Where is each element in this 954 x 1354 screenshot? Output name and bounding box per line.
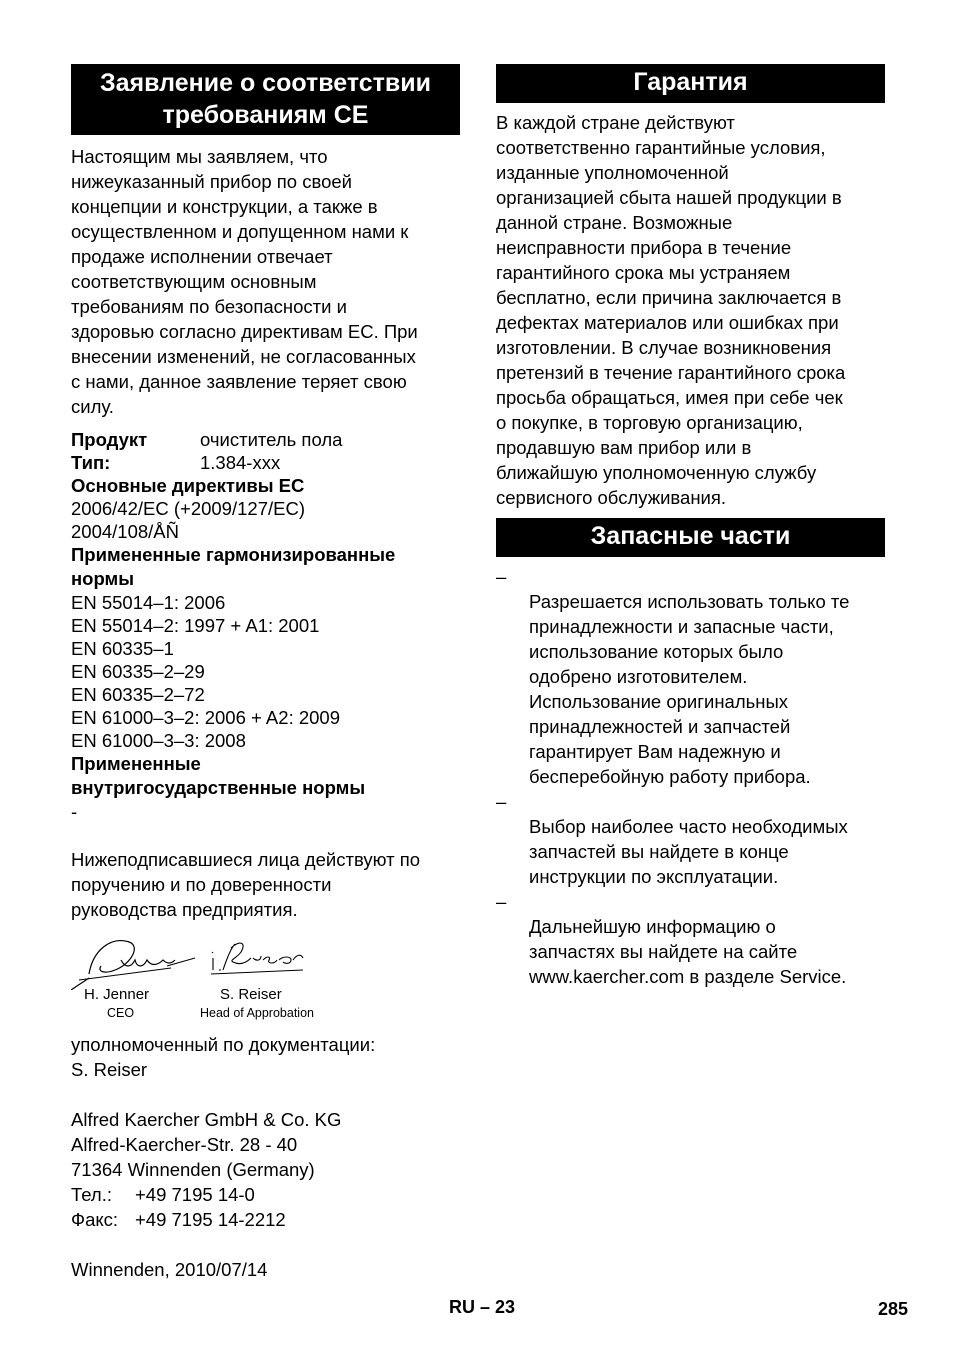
harmonized-item: EN 61000–3–3: 2008 (71, 730, 246, 751)
ce-intro-text: Настоящим мы заявляем, что нижеуказанный прибор по своей концепции и конструкции, а также в осуществленном и допущенном нами к продаже исполнении отвечает соответствующим основным требованиям по безопасности и здоровью согласно директивам ЕС. При внесении изменений, не согласованных с нами, данное заявление теряет свою силу. (71, 146, 418, 417)
harmonized-item: EN 60335–2–29 (71, 661, 205, 682)
harmonized-item: EN 61000–3–2: 2006 + A2: 2009 (71, 707, 340, 728)
directives-label: Основные директивы ЕС (71, 475, 305, 496)
phone-label: Тел.: (71, 1184, 113, 1205)
product-row (71, 428, 460, 451)
company-city: 71364 Winnenden (Germany) (71, 1159, 315, 1180)
dash-bullet: – (496, 791, 507, 812)
harmonized-item: EN 55014–1: 2006 (71, 592, 226, 613)
product-value: очиститель пола (200, 429, 343, 450)
type-row (71, 451, 460, 474)
handwritten-signatures (71, 930, 331, 990)
phone-value: +49 7195 14-0 (135, 1184, 255, 1205)
fax-value: +49 7195 14-2212 (135, 1209, 286, 1230)
product-block (71, 428, 460, 823)
list-item (496, 889, 885, 989)
signature-block (71, 930, 460, 1028)
signer-role-reiser: Head of Approbation (200, 1006, 314, 1020)
type-value: 1.384-xxx (200, 452, 281, 473)
list-item-text: Выбор наиболее часто необходимых запчастей вы найдете в конце инструкции по эксплуатации. (529, 816, 848, 887)
page-number: 285 (878, 1299, 909, 1319)
list-item (496, 564, 885, 789)
directive-item: 2006/42/EC (+2009/127/EC) (71, 498, 305, 519)
place-date: Winnenden, 2010/07/14 (71, 1259, 268, 1280)
spare-parts-heading: Запасные части (496, 518, 885, 557)
harmonized-label: Примененные гармонизированные нормы (71, 544, 396, 589)
warranty-text: В каждой стране действуют соответственно гарантийные условия, изданные уполномоченной организацией сбыта нашей продукции в данной стране. Возможные неисправности прибора в течение гарантийного срока мы устраняем бесплатно, если причина заключается в дефектах материалов или ошибках при изготовлении. В случае возникновения претензий в течение гарантийного срока просьба обращаться, имея при себе чек о покупке, в торговую организацию, продавшую вам прибор или в ближайшую уполномоченную службу сервисного обслуживания. (496, 112, 846, 508)
fax-row (71, 1207, 460, 1232)
warranty-heading: Гарантия (496, 64, 885, 103)
signer-name-reiser: S. Reiser (220, 986, 282, 1003)
signer-role-jenner: CEO (107, 1006, 135, 1020)
national-label: Примененные внутригосударственные нормы (71, 753, 366, 798)
harmonized-item: EN 60335–2–72 (71, 684, 205, 705)
section-page-label: RU – 23 (449, 1297, 516, 1317)
product-label: Продукт (71, 429, 148, 450)
national-value: - (71, 801, 78, 822)
dash-bullet: – (496, 566, 507, 587)
ce-declaration-heading (71, 64, 460, 135)
company-street: Alfred-Kaercher-Str. 28 - 40 (71, 1134, 298, 1155)
list-item-text: Разрешается использовать только те принадлежности и запасные части, использование которых было одобрено изготовителем. Использование оригинальных принадлежностей и запчастей гарантирует Вам надежную и бесперебойную работу прибора. (529, 591, 850, 787)
company-name: Alfred Kaercher GmbH & Co. KG (71, 1109, 342, 1130)
dash-bullet: – (496, 891, 507, 912)
warranty-parts-column (496, 64, 885, 989)
phone-row (71, 1182, 460, 1207)
fax-label: Факс: (71, 1209, 119, 1230)
list-item (496, 789, 885, 889)
documentation-authority: уполномоченный по документации: S. Reiser (71, 1034, 376, 1080)
directive-item: 2004/108/ÅÑ (71, 521, 180, 542)
spare-parts-list (496, 564, 885, 989)
signers-text: Нижеподписавшиеся лица действуют по поручению и по доверенности руководства предприятия. (71, 849, 420, 920)
type-label: Тип: (71, 452, 111, 473)
list-item-text: Дальнейшую информацию о запчастях вы найдете на сайте www.kaercher.com в разделе Service. (529, 916, 847, 987)
harmonized-item: EN 60335–1 (71, 638, 174, 659)
harmonized-item: EN 55014–2: 1997 + A1: 2001 (71, 615, 320, 636)
company-address (71, 1107, 460, 1232)
signer-name-jenner: H. Jenner (84, 986, 150, 1003)
ce-declaration-heading-text: Заявление о соответствии требованиям CE (99, 69, 432, 129)
ce-declaration-column (71, 64, 460, 1282)
